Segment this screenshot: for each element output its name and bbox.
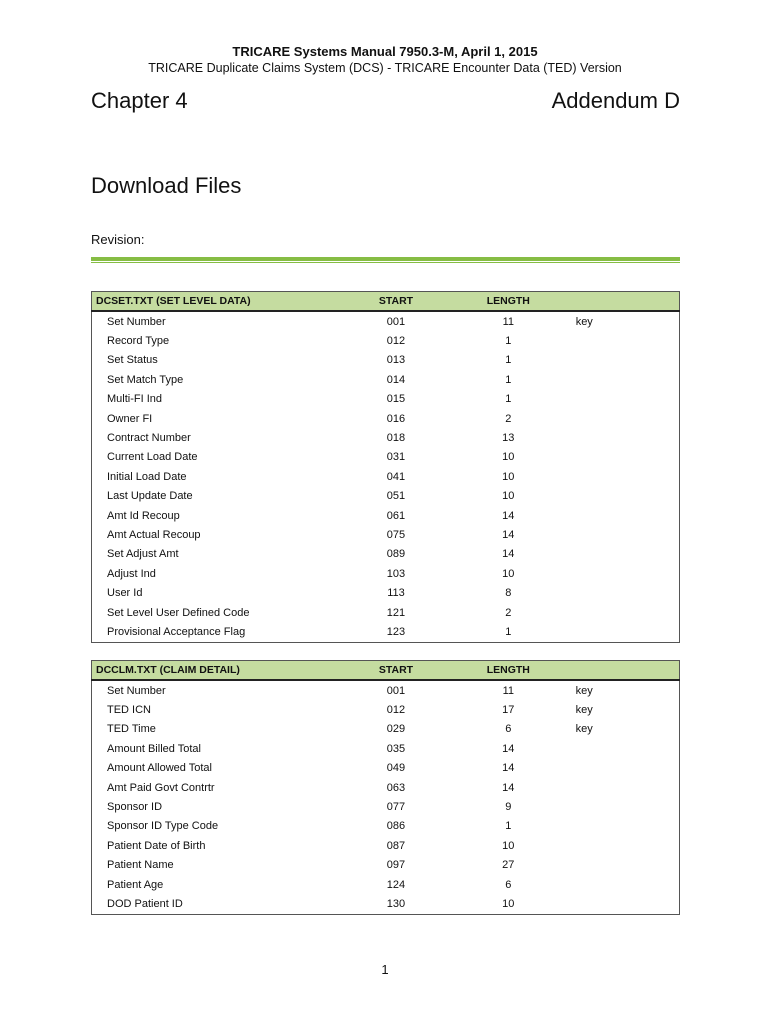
field-start: 031	[386, 451, 406, 464]
field-key	[576, 506, 680, 525]
table-row	[92, 720, 680, 739]
field-name: Contract Number	[107, 432, 191, 445]
table-row	[92, 856, 680, 875]
addendum-label: Addendum D	[551, 88, 680, 113]
table-row	[92, 331, 680, 350]
table-row	[92, 506, 680, 525]
field-start: 018	[386, 432, 406, 445]
table-row	[92, 759, 680, 778]
field-length: 6	[505, 723, 512, 736]
field-start: 130	[386, 897, 406, 910]
field-key: key	[575, 723, 593, 736]
field-name: Set Status	[107, 354, 158, 367]
page-title: Download Files	[91, 173, 242, 198]
field-length: 1	[505, 625, 512, 638]
field-name: Record Type	[107, 335, 170, 348]
field-length: 2	[505, 412, 512, 425]
field-length: 1	[505, 373, 512, 386]
field-key	[576, 525, 680, 544]
field-key	[576, 409, 680, 428]
field-length: 10	[502, 839, 515, 852]
table-row	[92, 778, 680, 797]
field-length: 9	[505, 801, 512, 814]
field-name: Sponsor ID Type Code	[107, 820, 219, 833]
field-name: Patient Date of Birth	[107, 839, 206, 852]
field-length: 14	[502, 781, 515, 794]
table-row	[92, 370, 680, 389]
field-start: 121	[386, 606, 406, 619]
field-name: Set Number	[107, 684, 166, 697]
field-key: key	[575, 704, 593, 717]
field-name: Provisional Acceptance Flag	[107, 625, 246, 638]
length-column-header: LENGTH	[441, 661, 576, 681]
field-start: 016	[386, 412, 406, 425]
field-length: 6	[505, 878, 512, 891]
field-name: Amount Allowed Total	[107, 762, 212, 775]
field-key	[576, 351, 680, 370]
manual-subtitle: TRICARE Duplicate Claims System (DCS) - TRICARE Encounter Data (TED) Version	[148, 61, 622, 75]
field-name: Patient Name	[107, 859, 174, 872]
field-name: Set Adjust Amt	[107, 548, 179, 561]
table-row	[92, 351, 680, 370]
table-row	[92, 797, 680, 816]
revision-label: Revision:	[91, 232, 145, 247]
table-row	[92, 311, 680, 331]
field-name: Amt Id Recoup	[107, 509, 180, 522]
key-column-header	[576, 661, 680, 681]
field-key	[576, 797, 680, 816]
field-start: 012	[386, 335, 406, 348]
field-name: Adjust Ind	[107, 567, 156, 580]
table-row	[92, 739, 680, 758]
field-length: 11	[502, 684, 514, 697]
field-name: Set Level User Defined Code	[107, 606, 250, 619]
field-start: 123	[386, 625, 406, 638]
field-name: TED ICN	[107, 704, 151, 717]
field-name: Amount Billed Total	[107, 742, 201, 755]
field-start: 113	[387, 587, 405, 600]
field-key	[576, 739, 680, 758]
field-length: 10	[502, 567, 515, 580]
field-key	[576, 817, 680, 836]
field-key	[576, 467, 680, 486]
field-length: 17	[502, 704, 515, 717]
table-header-row	[92, 661, 680, 681]
field-length: 27	[502, 859, 515, 872]
field-start: 015	[386, 393, 406, 406]
field-start: 013	[386, 354, 406, 367]
field-key: key	[575, 315, 593, 328]
field-start: 061	[386, 509, 406, 522]
field-length: 1	[505, 393, 512, 406]
table-row	[92, 545, 680, 564]
field-key	[576, 603, 680, 622]
field-start: 124	[386, 878, 406, 891]
table-row	[92, 448, 680, 467]
field-start: 097	[386, 859, 406, 872]
table-row	[92, 564, 680, 583]
field-length: 11	[502, 315, 514, 328]
field-name: Owner FI	[107, 412, 153, 425]
field-name: Current Load Date	[107, 451, 198, 464]
dcset-table	[91, 291, 680, 643]
field-length: 1	[505, 354, 512, 367]
section-divider	[91, 257, 680, 264]
field-name: TED Time	[107, 723, 156, 736]
field-key	[576, 856, 680, 875]
field-key	[576, 894, 680, 914]
table-row	[92, 603, 680, 622]
table-row	[92, 680, 680, 700]
table-row	[92, 467, 680, 486]
field-start: 051	[386, 490, 406, 503]
field-key	[576, 370, 680, 389]
field-length: 10	[502, 470, 515, 483]
field-key	[576, 583, 680, 602]
chapter-label: Chapter 4	[91, 88, 188, 113]
field-name: User Id	[107, 587, 143, 600]
table-heading: DCSET.TXT (SET LEVEL DATA)	[92, 292, 352, 312]
field-length: 10	[502, 451, 515, 464]
field-length: 13	[502, 432, 515, 445]
field-start: 075	[386, 528, 406, 541]
field-start: 001	[386, 315, 406, 328]
page-number: 1	[381, 962, 389, 977]
field-start: 001	[386, 684, 406, 697]
field-key	[576, 331, 680, 350]
running-header	[0, 43, 770, 77]
field-start: 049	[386, 762, 406, 775]
table-row	[92, 894, 680, 914]
field-length: 1	[505, 820, 512, 833]
field-key	[576, 487, 680, 506]
key-column-header	[576, 292, 680, 312]
field-key	[576, 545, 680, 564]
field-key	[576, 778, 680, 797]
field-start: 089	[386, 548, 406, 561]
field-key	[576, 875, 680, 894]
field-start: 103	[386, 567, 406, 580]
field-length: 8	[505, 587, 512, 600]
field-key	[576, 836, 680, 855]
field-start: 014	[386, 373, 406, 386]
field-start: 063	[386, 781, 406, 794]
field-name: Patient Age	[107, 878, 164, 891]
field-key	[576, 428, 680, 447]
field-name: Last Update Date	[107, 490, 193, 503]
field-length: 1	[505, 335, 512, 348]
field-name: Set Number	[107, 315, 166, 328]
field-length: 10	[502, 897, 515, 910]
field-start: 035	[386, 742, 406, 755]
table-heading: DCCLM.TXT (CLAIM DETAIL)	[92, 661, 352, 681]
field-key: key	[575, 684, 593, 697]
field-key	[576, 390, 680, 409]
table-row	[92, 409, 680, 428]
field-length: 14	[502, 742, 515, 755]
table-row	[92, 700, 680, 719]
length-column-header: LENGTH	[441, 292, 576, 312]
field-start: 012	[386, 704, 406, 717]
field-name: Multi-FI Ind	[107, 393, 163, 406]
field-name: Amt Actual Recoup	[107, 528, 201, 541]
field-key	[576, 448, 680, 467]
field-length: 14	[502, 509, 515, 522]
dcclm-table	[91, 660, 680, 915]
field-start: 087	[386, 839, 406, 852]
table-row	[92, 583, 680, 602]
field-name: Amt Paid Govt Contrtr	[107, 781, 215, 794]
field-start: 077	[386, 801, 406, 814]
field-length: 14	[502, 528, 515, 541]
field-name: Initial Load Date	[107, 470, 187, 483]
field-length: 14	[502, 548, 515, 561]
table-row	[92, 487, 680, 506]
manual-title: TRICARE Systems Manual 7950.3-M, April 1, 2015	[232, 44, 538, 59]
field-name: Sponsor ID	[107, 801, 163, 814]
field-key	[576, 622, 680, 642]
field-start: 086	[386, 820, 406, 833]
field-name: Set Match Type	[107, 373, 184, 386]
table-row	[92, 836, 680, 855]
field-length: 2	[505, 606, 512, 619]
table-row	[92, 622, 680, 642]
table-row	[92, 390, 680, 409]
field-length: 14	[502, 762, 515, 775]
table-row	[92, 817, 680, 836]
table-header-row	[92, 292, 680, 312]
start-column-header: START	[351, 292, 441, 312]
field-name: DOD Patient ID	[107, 897, 183, 910]
start-column-header: START	[351, 661, 441, 681]
field-start: 041	[386, 470, 406, 483]
field-length: 10	[502, 490, 515, 503]
table-row	[92, 525, 680, 544]
table-row	[92, 428, 680, 447]
field-start: 029	[386, 723, 406, 736]
field-key	[576, 564, 680, 583]
field-key	[576, 759, 680, 778]
table-row	[92, 875, 680, 894]
